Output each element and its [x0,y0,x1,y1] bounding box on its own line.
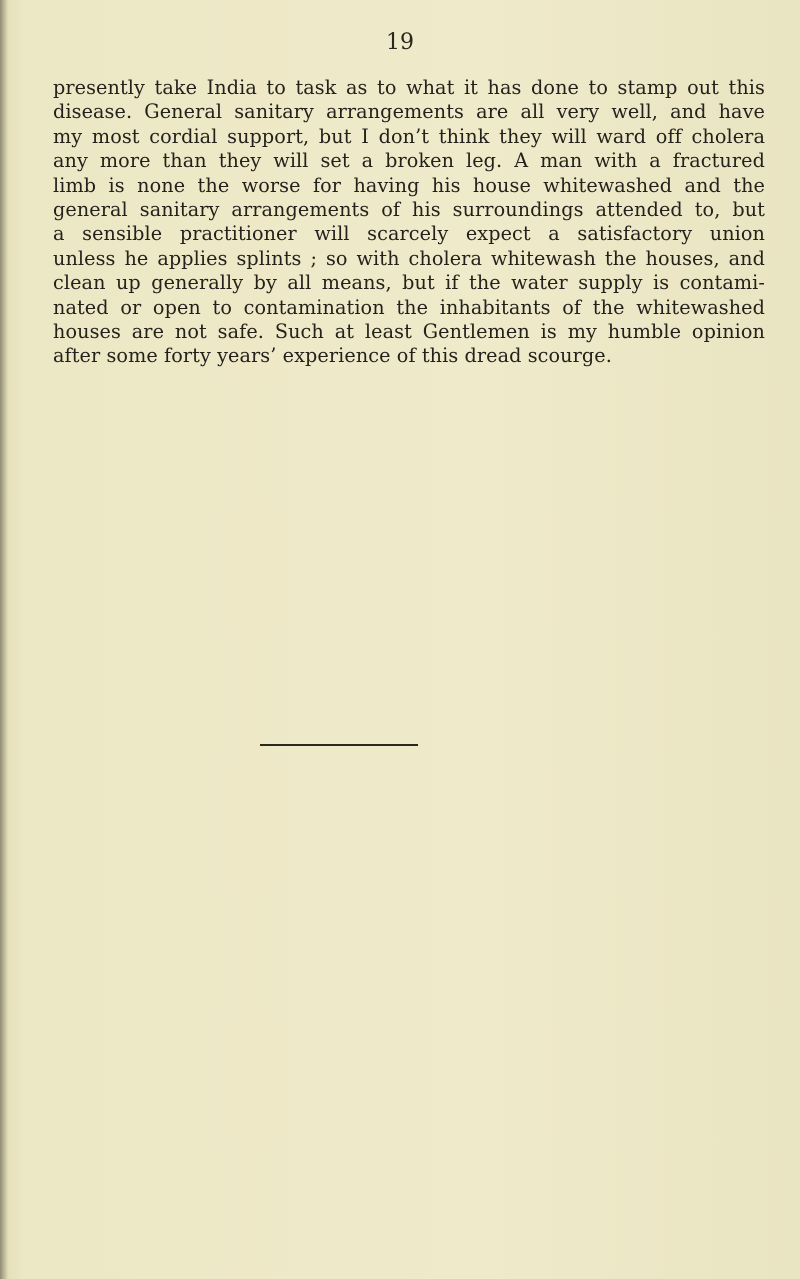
page-binding-edge [0,0,8,1279]
text-line: limb is none the worse for having his house whitewashed and the [53,173,765,197]
text-line: general sanitary arrangements of his surroundings attended to, but [53,197,765,221]
text-line: houses are not safe. Such at least Gentlemen is my humble opinion [53,319,765,343]
text-line: disease. General sanitary arrangements are all very well, and have [53,100,765,124]
text-line: presently take India to task as to what it has done to stamp out this [53,76,765,99]
text-line: a sensible practitioner will scarcely expect a satisfactory union [53,222,765,246]
body-text [53,76,765,369]
text-line: after some forty years’ experience of this dread scourge. [53,344,612,368]
text-line: my most cordial support, but I don’t think they will ward off cholera [53,124,765,148]
section-end-rule [260,744,418,746]
text-line: any more than they will set a broken leg. A man with a fractured [53,149,765,173]
text-line: unless he applies splints ; so with cholera whitewash the houses, and [53,246,765,270]
text-line: nated or open to contamination the inhabitants of the whitewashed [53,295,765,319]
text-line: clean up generally by all means, but if the water supply is contami- [53,271,765,295]
page-number: 19 [386,30,414,55]
